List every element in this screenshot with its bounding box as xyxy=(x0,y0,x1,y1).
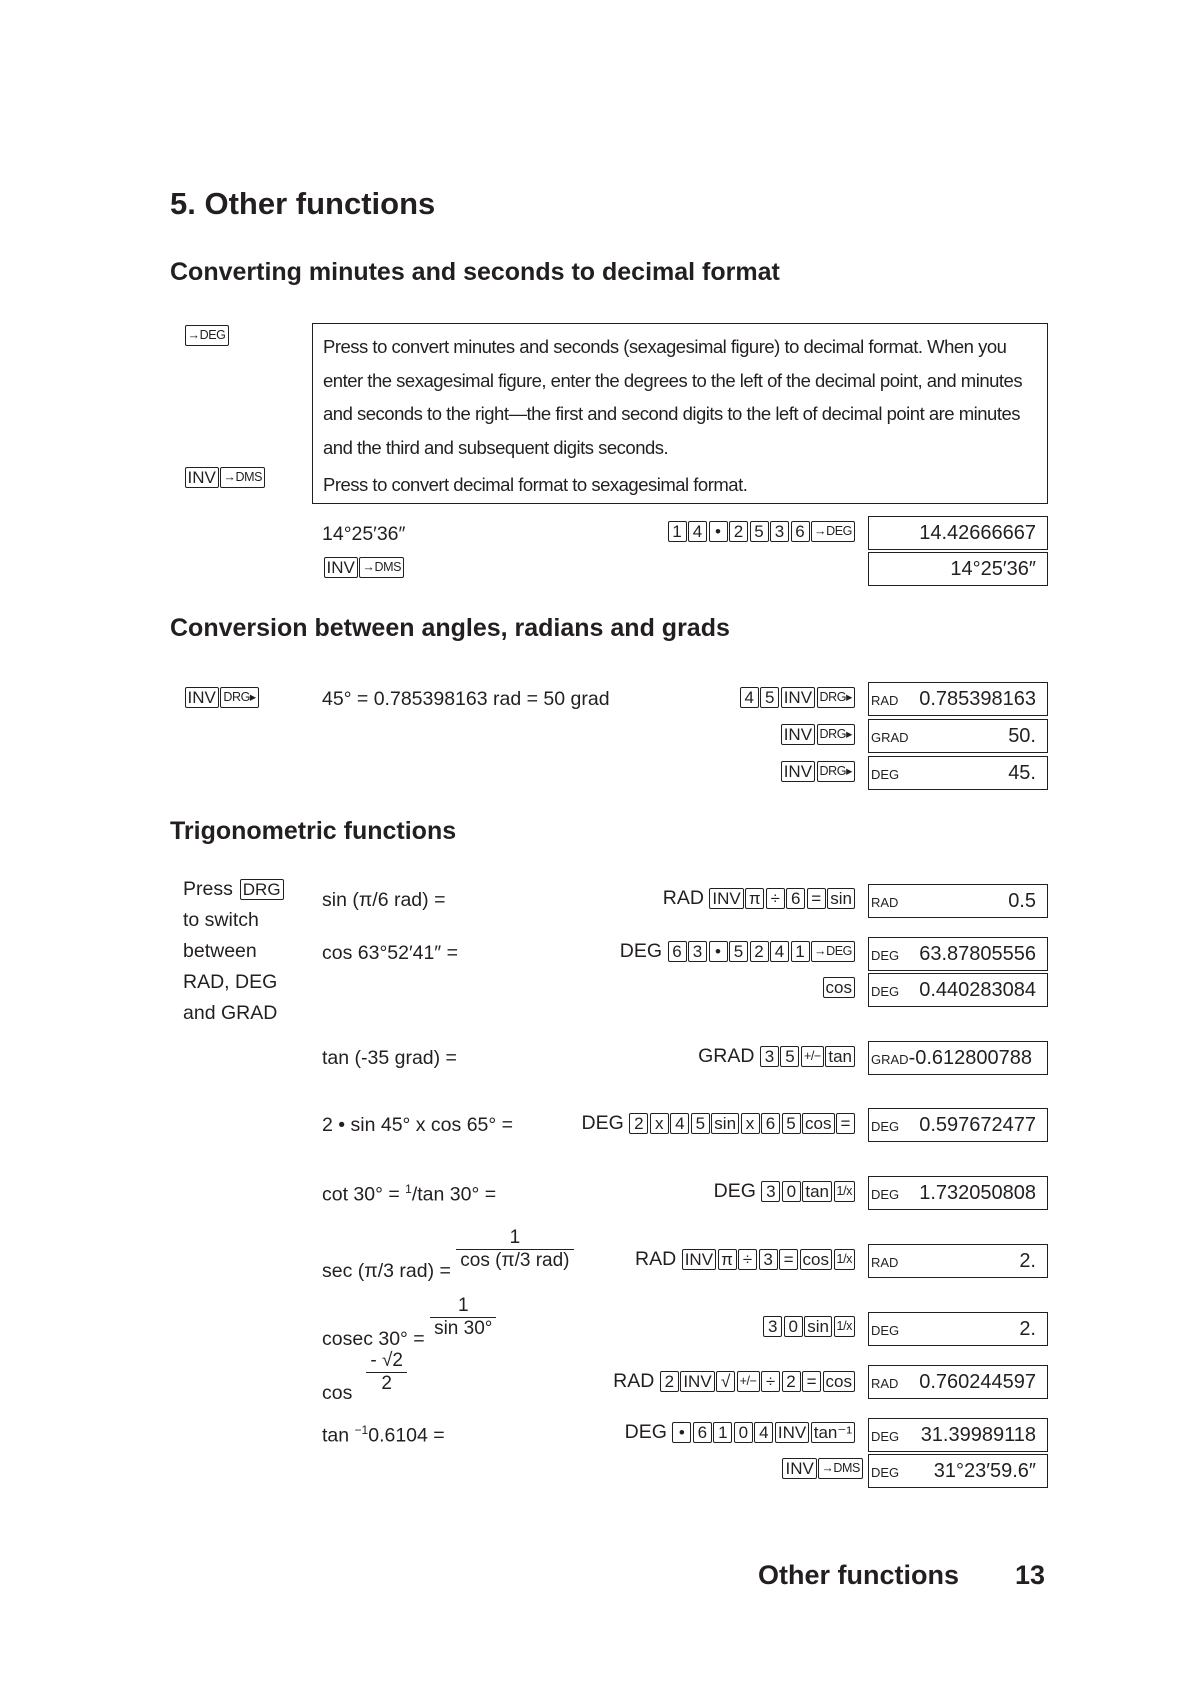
key-inv-to-dms-legend xyxy=(183,467,265,488)
key-sequence xyxy=(781,1458,863,1479)
footer-title: Other functions xyxy=(758,1560,959,1590)
digit-0-key: 0 xyxy=(784,1316,803,1337)
display-mode: DEG xyxy=(871,1465,900,1480)
cos-key: cos xyxy=(823,1371,855,1392)
display-value: 14°25′36″ xyxy=(950,557,1036,580)
key-sequence xyxy=(779,724,855,745)
mode-label: DEG xyxy=(624,1421,667,1443)
display-box xyxy=(868,756,1048,790)
example-label: 2 • sin 45° x cos 65° = xyxy=(322,1114,513,1136)
display-mode: DEG xyxy=(871,948,900,963)
description-line: and the third and subsequent digits seconds. xyxy=(323,436,669,458)
side-note-text: and GRAD xyxy=(183,1002,278,1024)
key-sequence xyxy=(698,1045,855,1068)
dot-key: • xyxy=(672,1422,691,1443)
inv-key: INV xyxy=(709,888,743,909)
display-mode: RAD xyxy=(871,1376,899,1391)
display-mode: DEG xyxy=(871,984,900,999)
display-box xyxy=(868,1312,1048,1346)
key-sequence xyxy=(821,977,855,998)
page-number: 13 xyxy=(1015,1560,1046,1590)
digit-1-key: 1 xyxy=(713,1422,732,1443)
example-label xyxy=(322,1227,574,1282)
fraction-numerator: - √2 xyxy=(366,1350,407,1373)
sin-key: sin xyxy=(711,1113,739,1134)
sin-key: sin xyxy=(827,888,855,909)
digit-2-key: 2 xyxy=(629,1113,648,1134)
inv-key: INV xyxy=(781,687,815,708)
digit-1-key: 1 xyxy=(791,941,810,962)
formula-text: /tan 30° = xyxy=(411,1183,497,1206)
display-box xyxy=(868,516,1048,550)
section-heading-minutes-seconds: Converting minutes and seconds to decimal format xyxy=(170,258,780,286)
key-sequence xyxy=(635,1248,855,1271)
digit-5-key: 5 xyxy=(729,941,748,962)
digit-6-key: 6 xyxy=(786,888,805,909)
digit-3-key: 3 xyxy=(761,1181,780,1202)
example-label xyxy=(322,1295,496,1350)
display-mode: DEG xyxy=(871,1429,900,1444)
side-note-text: RAD, DEG xyxy=(183,971,278,993)
display-box xyxy=(868,1418,1048,1452)
digit-5-key: 5 xyxy=(780,1046,799,1067)
digit-3-key: 3 xyxy=(760,1046,779,1067)
inv-key: INV xyxy=(682,1249,716,1270)
digit-4-key: 4 xyxy=(670,1113,689,1134)
display-box xyxy=(868,884,1048,918)
display-value: 2. xyxy=(1019,1317,1036,1340)
digit-2-key: 2 xyxy=(782,1371,801,1392)
cos-key: cos xyxy=(823,977,855,998)
inv-key: INV xyxy=(781,724,815,745)
key-to-deg-legend xyxy=(183,325,229,346)
mode-label: RAD xyxy=(613,1370,655,1392)
display-value: 0.760244597 xyxy=(919,1370,1036,1393)
inv-key: INV xyxy=(775,1422,809,1443)
key-sequence xyxy=(613,1370,855,1393)
example-label: cos 63°52′41″ = xyxy=(322,942,458,964)
mode-label: GRAD xyxy=(698,1045,755,1067)
display-box xyxy=(868,937,1048,971)
example-label: sin (π/6 rad) = xyxy=(322,889,446,911)
formula-text: sec (π/3 rad) = xyxy=(322,1259,457,1282)
display-mode: RAD xyxy=(871,895,899,910)
key-sequence xyxy=(322,557,404,578)
inv-key: INV xyxy=(781,761,815,782)
to-dms-key: →DMS xyxy=(818,1458,863,1479)
equals-key: = xyxy=(836,1113,855,1134)
dot-key: • xyxy=(709,941,728,962)
reciprocal-key: 1/x xyxy=(834,1249,855,1270)
display-value: 31°23′59.6″ xyxy=(933,1459,1036,1482)
display-box xyxy=(868,719,1048,753)
digit-6-key: 6 xyxy=(693,1422,712,1443)
display-value: 0.597672477 xyxy=(919,1113,1036,1136)
formula-text: cos xyxy=(322,1381,353,1404)
drg-key-icon: DRG xyxy=(240,879,284,900)
key-sequence xyxy=(625,1421,855,1444)
inv-key: INV xyxy=(324,557,358,578)
key-sequence xyxy=(779,761,855,782)
key-sequence xyxy=(582,1112,855,1135)
to-deg-key-icon: →DEG xyxy=(185,325,229,346)
side-note-text: to switch xyxy=(183,909,259,931)
divide-key: ÷ xyxy=(761,1371,780,1392)
digit-5-key: 5 xyxy=(782,1113,801,1134)
drg-arrow-key: DRG▸ xyxy=(817,724,855,745)
equals-key: = xyxy=(807,888,826,909)
cos-key: cos xyxy=(800,1249,832,1270)
mode-label: DEG xyxy=(713,1180,756,1202)
side-note-text: Press xyxy=(183,878,233,900)
example-label xyxy=(322,1182,496,1207)
digit-3-key: 3 xyxy=(763,1316,782,1337)
mode-label: RAD xyxy=(662,887,704,909)
display-mode: GRAD xyxy=(871,730,909,745)
display-value: 0.785398163 xyxy=(919,687,1036,710)
digit-4-key: 4 xyxy=(770,941,789,962)
section-heading-trigonometric: Trigonometric functions xyxy=(170,817,457,845)
drg-arrow-key: DRG▸ xyxy=(817,761,855,782)
fraction-numerator: 1 xyxy=(430,1295,496,1318)
example-label: tan (-35 grad) = xyxy=(322,1047,457,1069)
inv-key: INV xyxy=(680,1371,714,1392)
reciprocal-key: 1/x xyxy=(834,1316,855,1337)
display-value: -0.612800788 xyxy=(908,1046,1033,1069)
digit-4-key: 4 xyxy=(688,521,707,542)
reciprocal-key: 1/x xyxy=(834,1181,855,1202)
display-mode: RAD xyxy=(871,1255,899,1270)
to-dms-key-icon: →DMS xyxy=(220,467,265,488)
example-label: 14°25′36″ xyxy=(322,523,406,545)
tan-key: tan xyxy=(825,1046,855,1067)
section-heading-angle-conversion: Conversion between angles, radians and grads xyxy=(170,614,730,642)
formula-superscript: −1 xyxy=(354,1423,369,1437)
dot-key: • xyxy=(709,521,728,542)
key-sequence xyxy=(714,1180,855,1203)
example-label: 45° = 0.785398163 rad = 50 grad xyxy=(322,688,610,710)
equals-key: = xyxy=(802,1371,821,1392)
fraction-denominator: sin 30° xyxy=(434,1318,493,1339)
description-line: Press to convert minutes and seconds (sexagesimal figure) to decimal format. When you xyxy=(323,336,1007,357)
to-deg-key: →DEG xyxy=(811,941,855,962)
display-value: 63.87805556 xyxy=(919,942,1036,965)
display-mode: DEG xyxy=(871,767,900,782)
display-value: 1.732050808 xyxy=(919,1181,1036,1204)
digit-6-key: 6 xyxy=(761,1113,780,1134)
digit-0-key: 0 xyxy=(782,1181,801,1202)
display-box xyxy=(868,1244,1048,1278)
key-sequence xyxy=(666,521,855,542)
display-value: 45. xyxy=(1008,761,1036,784)
inv-key-icon: INV xyxy=(185,467,219,488)
side-note xyxy=(183,874,284,1029)
example-label xyxy=(322,1350,407,1404)
formula-text: cosec 30° = xyxy=(322,1327,431,1350)
digit-6-key: 6 xyxy=(668,941,687,962)
digit-5-key: 5 xyxy=(691,1113,710,1134)
mode-label: DEG xyxy=(581,1112,624,1134)
description-box xyxy=(312,323,1048,504)
digit-5-key: 5 xyxy=(750,521,769,542)
display-mode: DEG xyxy=(871,1119,900,1134)
key-sequence xyxy=(620,940,855,963)
formula-text: 0.6104 = xyxy=(368,1424,445,1447)
formula-text: tan xyxy=(322,1424,355,1447)
display-mode: RAD xyxy=(871,693,899,708)
example-label xyxy=(322,1423,445,1448)
description-line: and seconds to the right—the first and second digits to the left of decimal point are minutes xyxy=(323,403,1021,424)
pi-key: π xyxy=(745,888,764,909)
cos-key: cos xyxy=(802,1113,834,1134)
equals-key: = xyxy=(779,1249,798,1270)
display-box xyxy=(868,1041,1048,1075)
display-box xyxy=(868,1176,1048,1210)
key-sequence xyxy=(738,687,855,708)
display-mode: DEG xyxy=(871,1187,900,1202)
inv-key-icon: INV xyxy=(185,687,219,708)
digit-3-key: 3 xyxy=(770,521,789,542)
display-mode: DEG xyxy=(871,1323,900,1338)
plus-minus-key: +/− xyxy=(737,1371,760,1392)
display-value: 2. xyxy=(1019,1249,1036,1272)
multiply-key: x xyxy=(741,1113,760,1134)
drg-arrow-key: DRG▸ xyxy=(817,687,855,708)
display-value: 0.440283084 xyxy=(919,978,1036,1001)
display-box xyxy=(868,1454,1048,1488)
display-value: 31.39989118 xyxy=(920,1423,1036,1446)
mode-label: RAD xyxy=(635,1248,677,1270)
digit-2-key: 2 xyxy=(660,1371,679,1392)
mode-label: DEG xyxy=(619,940,662,962)
fraction xyxy=(430,1295,496,1340)
tan-inverse-key: tan⁻¹ xyxy=(811,1422,855,1443)
display-mode: GRAD xyxy=(871,1052,909,1067)
digit-2-key: 2 xyxy=(729,521,748,542)
display-value: 14.42666667 xyxy=(919,521,1036,544)
key-sequence xyxy=(762,1316,855,1337)
divide-key: ÷ xyxy=(766,888,785,909)
divide-key: ÷ xyxy=(738,1249,757,1270)
side-note-text: between xyxy=(183,940,257,962)
page-title: 5. Other functions xyxy=(170,186,436,221)
formula-text: cot 30° = xyxy=(322,1183,406,1206)
sin-key: sin xyxy=(804,1316,832,1337)
digit-3-key: 3 xyxy=(759,1249,778,1270)
plus-minus-key: +/− xyxy=(801,1046,824,1067)
to-deg-key: →DEG xyxy=(811,521,855,542)
display-box xyxy=(868,973,1048,1007)
digit-0-key: 0 xyxy=(734,1422,753,1443)
to-dms-key: →DMS xyxy=(359,557,404,578)
key-sequence xyxy=(663,887,855,910)
key-inv-drg-legend xyxy=(183,687,259,708)
sqrt-key: √ xyxy=(716,1371,735,1392)
digit-2-key: 2 xyxy=(750,941,769,962)
display-box xyxy=(868,682,1048,716)
pi-key: π xyxy=(718,1249,737,1270)
description-line: Press to convert decimal format to sexagesimal format. xyxy=(323,474,748,495)
digit-4-key: 4 xyxy=(740,687,759,708)
digit-1-key: 1 xyxy=(668,521,687,542)
digit-6-key: 6 xyxy=(791,521,810,542)
multiply-key: x xyxy=(650,1113,669,1134)
fraction xyxy=(456,1227,573,1272)
digit-3-key: 3 xyxy=(688,941,707,962)
fraction xyxy=(366,1350,407,1395)
display-box xyxy=(868,1365,1048,1399)
digit-4-key: 4 xyxy=(754,1422,773,1443)
description-line: enter the sexagesimal figure, enter the degrees to the left of the decimal point, and minutes xyxy=(323,369,1023,391)
display-value: 0.5 xyxy=(1008,889,1036,912)
fraction-numerator: 1 xyxy=(456,1227,573,1250)
drg-arrow-key-icon: DRG▸ xyxy=(220,687,258,708)
inv-key: INV xyxy=(782,1458,816,1479)
fraction-denominator: 2 xyxy=(381,1373,392,1394)
digit-5-key: 5 xyxy=(760,687,779,708)
fraction-denominator: cos (π/3 rad) xyxy=(460,1250,570,1271)
display-box xyxy=(868,1108,1048,1142)
formula-superscript: 1 xyxy=(405,1182,412,1196)
display-box xyxy=(868,552,1048,586)
display-value: 50. xyxy=(1008,724,1036,747)
tan-key: tan xyxy=(802,1181,832,1202)
